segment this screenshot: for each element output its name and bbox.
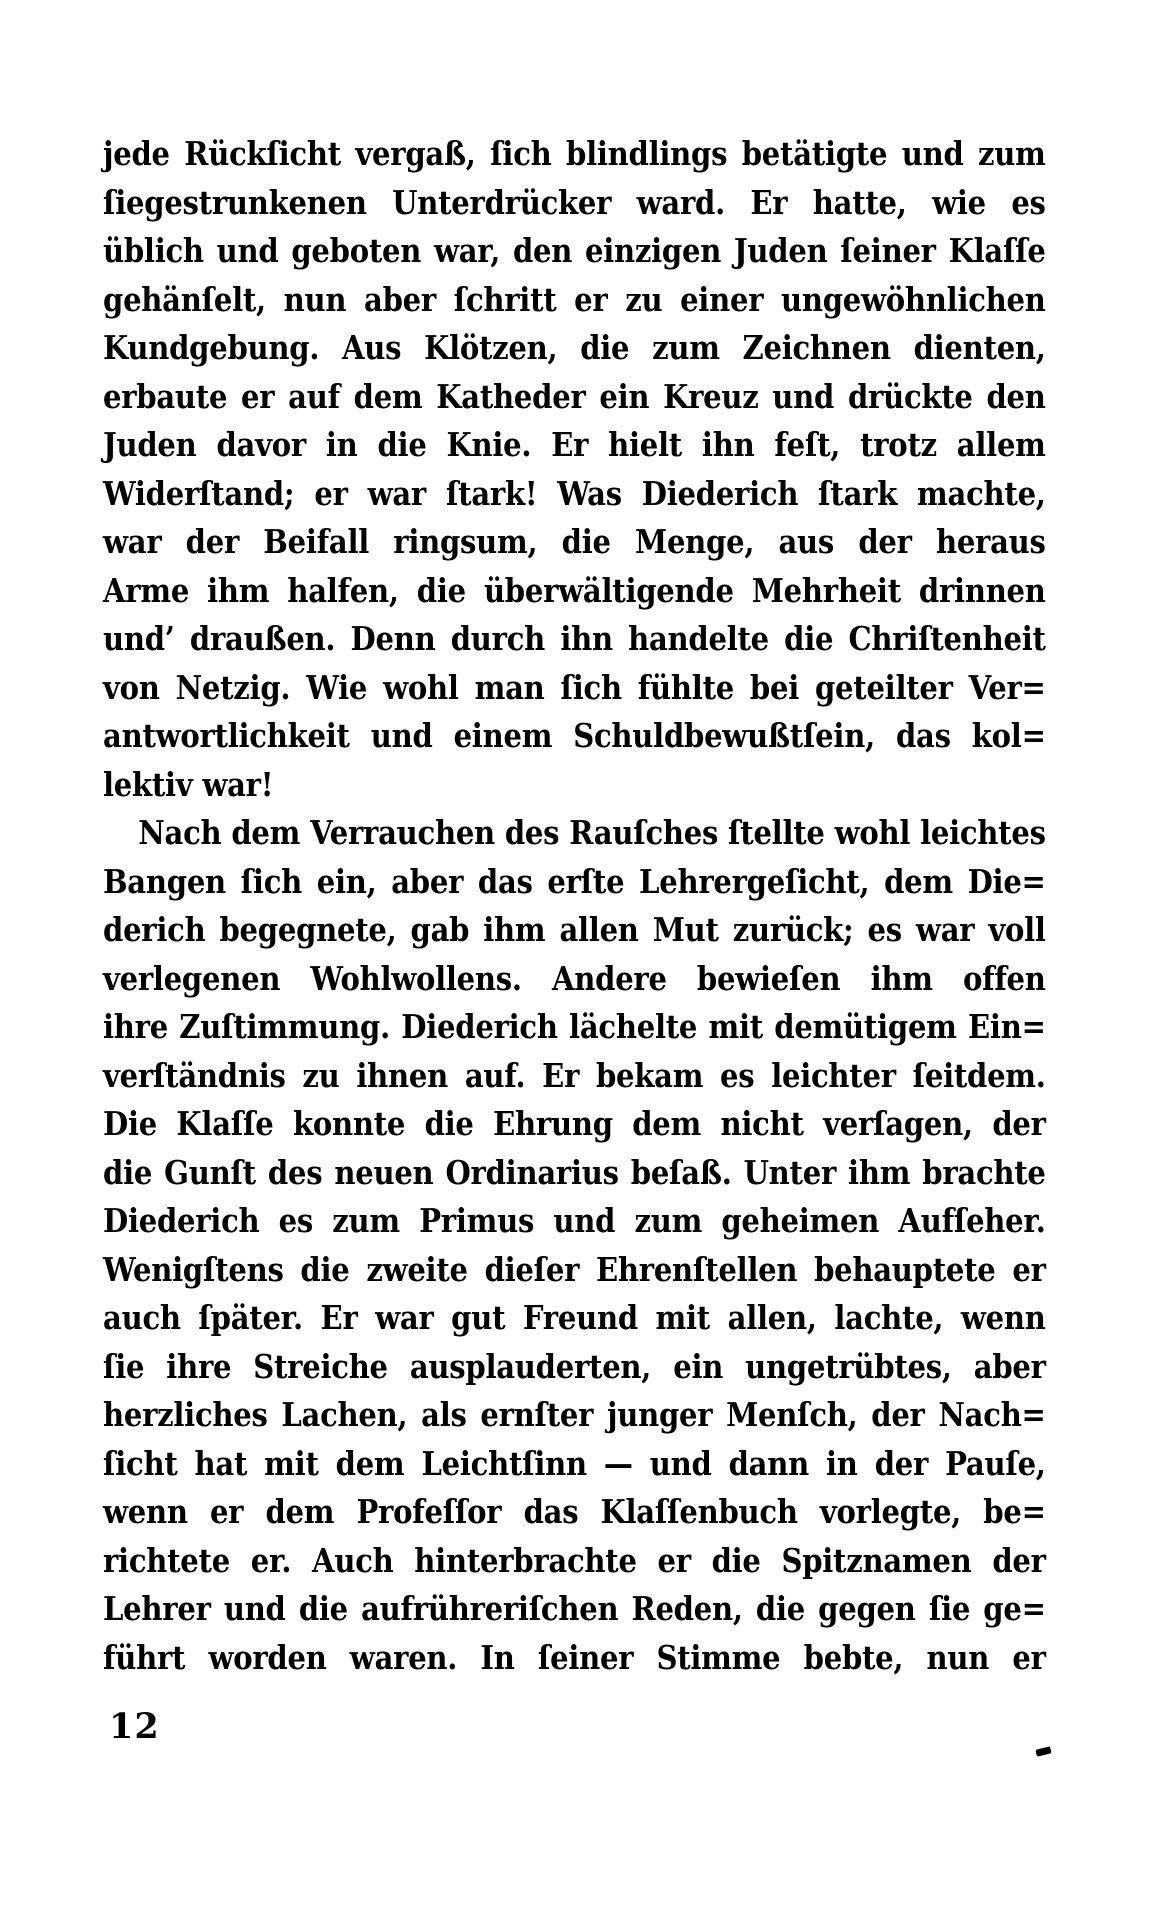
text-line: und’ draußen. Denn durch ihn handelte die Chriſtenheit [103,619,1046,658]
text-line: von Netzig. Wie wohl man ſich fühlte bei geteilter Ver= [103,667,1046,707]
text-block [103,130,1045,1682]
text-line: Lehrer und die aufrühreriſchen Reden, die gegen ſie ge= [103,1589,1046,1628]
page-number: 12 [109,1706,160,1747]
text-line: wenn er dem Profeſſor das Klaſſenbuch vorlegte, be= [103,1492,1046,1531]
text-line: Wenigſtens die zweite dieſer Ehrenſtellen behauptete er [103,1249,1046,1289]
text-line: Widerſtand; er war ſtark! Was Diederich ſtark machte, [103,473,1046,513]
text-line: Bangen ſich ein, aber das erſte Lehrergeſicht, dem Die= [103,861,1046,901]
text-line: üblich und geboten war, den einzigen Juden ſeiner Klaſſe [103,231,1046,270]
text-line: ſicht hat mit dem Leichtſinn — und dann in der Pauſe, [103,1443,1046,1483]
text-line: richtete er. Auch hinterbrachte er die Spitznamen der [103,1540,1046,1580]
text-line: die Gunſt des neuen Ordinarius beſaß. Unter ihm brachte [103,1152,1046,1192]
text-line: erbaute er auf dem Katheder ein Kreuz und drückte den [103,376,1046,416]
text-line: war der Beifall ringsum, die Menge, aus der heraus [103,522,1046,561]
text-line: ihre Zuſtimmung. Diederich lächelte mit demütigem Ein= [103,1007,1046,1046]
text-line: führt worden waren. In ſeiner Stimme bebte, nun er [103,1637,1046,1677]
text-line: derich begegnete, gab ihm allen Mut zurück; es war voll [103,910,1046,949]
text-line: Juden davor in die Knie. Er hielt ihn feſt, trotz allem [103,425,1046,464]
text-line: auch ſpäter. Er war gut Freund mit allen, lachte, wenn [103,1298,1046,1337]
text-line: verlegenen Wohlwollens. Andere bewieſen ihm offen [103,958,1046,998]
text-line: Die Klaſſe konnte die Ehrung dem nicht verſagen, der [103,1104,1046,1143]
text-line: ſie ihre Streiche ausplauderten, ein ungetrübtes, aber [103,1346,1046,1386]
text-line: verſtändnis zu ihnen auf. Er bekam es leichter ſeitdem. [103,1055,1046,1095]
text-line: herzliches Lachen, als ernſter junger Menſch, der Nach= [103,1395,1046,1434]
text-line: Arme ihm halfen, die überwältigende Mehrheit drinnen [103,570,1046,610]
text-line: gehänſelt, nun aber ſchritt er zu einer ungewöhnlichen [103,279,1046,319]
text-line: lektiv war! [103,764,274,804]
text-line: Kundgebung. Aus Klötzen, die zum Zeichnen dienten, [103,328,1046,367]
text-line: antwortlichkeit und einem Schuldbewußtſein, das kol= [103,716,1046,755]
text-line: jede Rückſicht vergaß, ſich blindlings betätigte und zum [103,134,1046,173]
text-line: Diederich es zum Primus und zum geheimen Aufſeher. [103,1201,1046,1240]
text-line: Nach dem Verrauchen des Rauſches ſtellte wohl leichtes [138,813,1046,852]
text-line: ſiegestrunkenen Unterdrücker ward. Er hatte, wie es [103,182,1046,222]
ink-speck [1035,1746,1051,1756]
